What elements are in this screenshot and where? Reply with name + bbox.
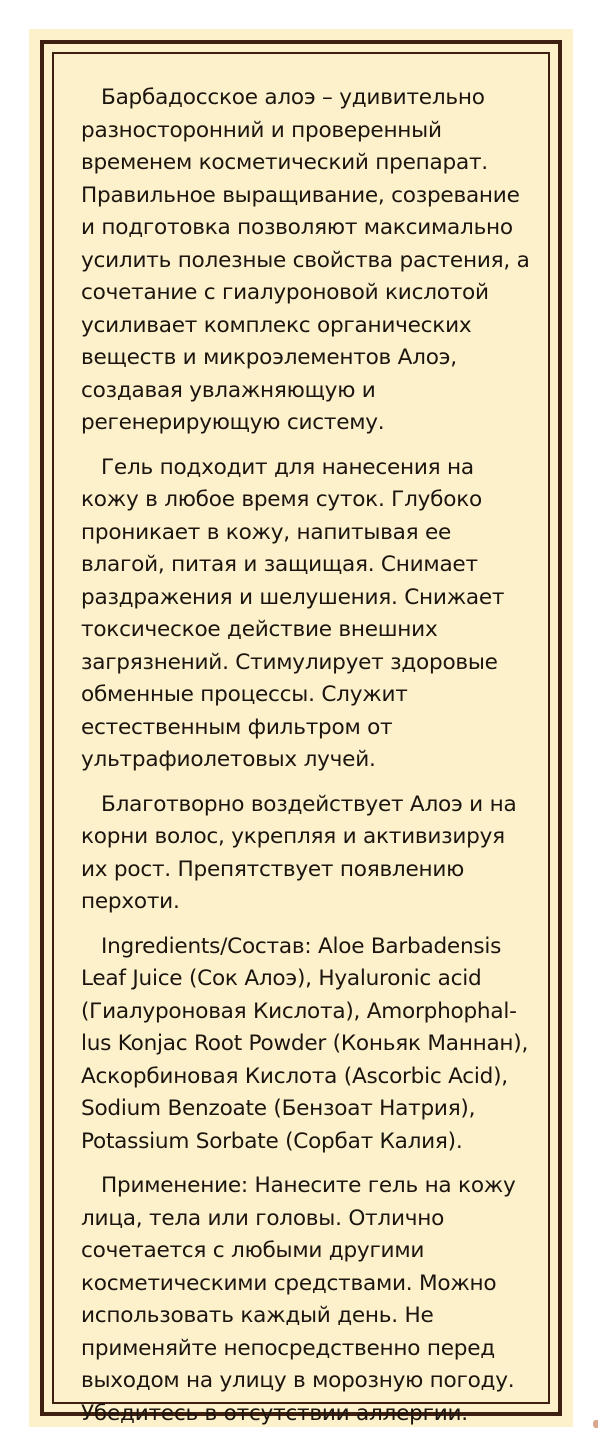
paragraph-ingredients: Ingredients/Состав: Aloe Barbadensis Leaf Juice (Сок Алоэ), Hyaluronic acid (Гиалуроновая Кислота), Amorphophal-lus Konjac Root Powder (Коньяк Маннан), Аскорбиновая Кислота (Ascorbic Acid), Sodium Benzoate (Бензоат Натрия), Potassium Sorbate (Сорбат Калия).: [81, 933, 529, 1154]
product-description: [81, 82, 533, 1442]
edge-mark: [593, 1420, 598, 1428]
paragraph-intro: Барбадосское алоэ – удивительно разносторонний и проверенный временем косметический препарат. Правильное выращивание, созревание и подготовка позволяют максимально усилить полезные свойства растения, а сочетание с гиалуроновой кислотой усиливает комплекс органических веществ и микроэлементов Алоэ, создавая увлажняющую и регенерирующую систему.: [81, 85, 530, 435]
paragraph-hair: Благотворно воздействует Алоэ и на корни волос, укрепляя и активизируя их рост. Препятствует появлению перхоти.: [81, 791, 517, 914]
paragraph-usage-skin: Гель подходит для нанесения на кожу в любое время суток. Глубоко проникает в кожу, напитывая ее влагой, питая и защищая. Снимает раздражения и шелушения. Снижает токсическое действие внешних загрязнений. Стимулирует здоровые обменные процессы. Служит естественным фильтром от ультрафиолетовых лучей.: [81, 454, 505, 772]
paragraph-application: Применение: Нанесите гель на кожу лица, тела или головы. Отлично сочетается с любыми другими косметическими средствами. Можно использовать каждый день. Не применяйте непосредственно перед выходом на улицу в морозную погоду. Убедитесь в отсутствии аллергии.: [81, 1173, 516, 1426]
